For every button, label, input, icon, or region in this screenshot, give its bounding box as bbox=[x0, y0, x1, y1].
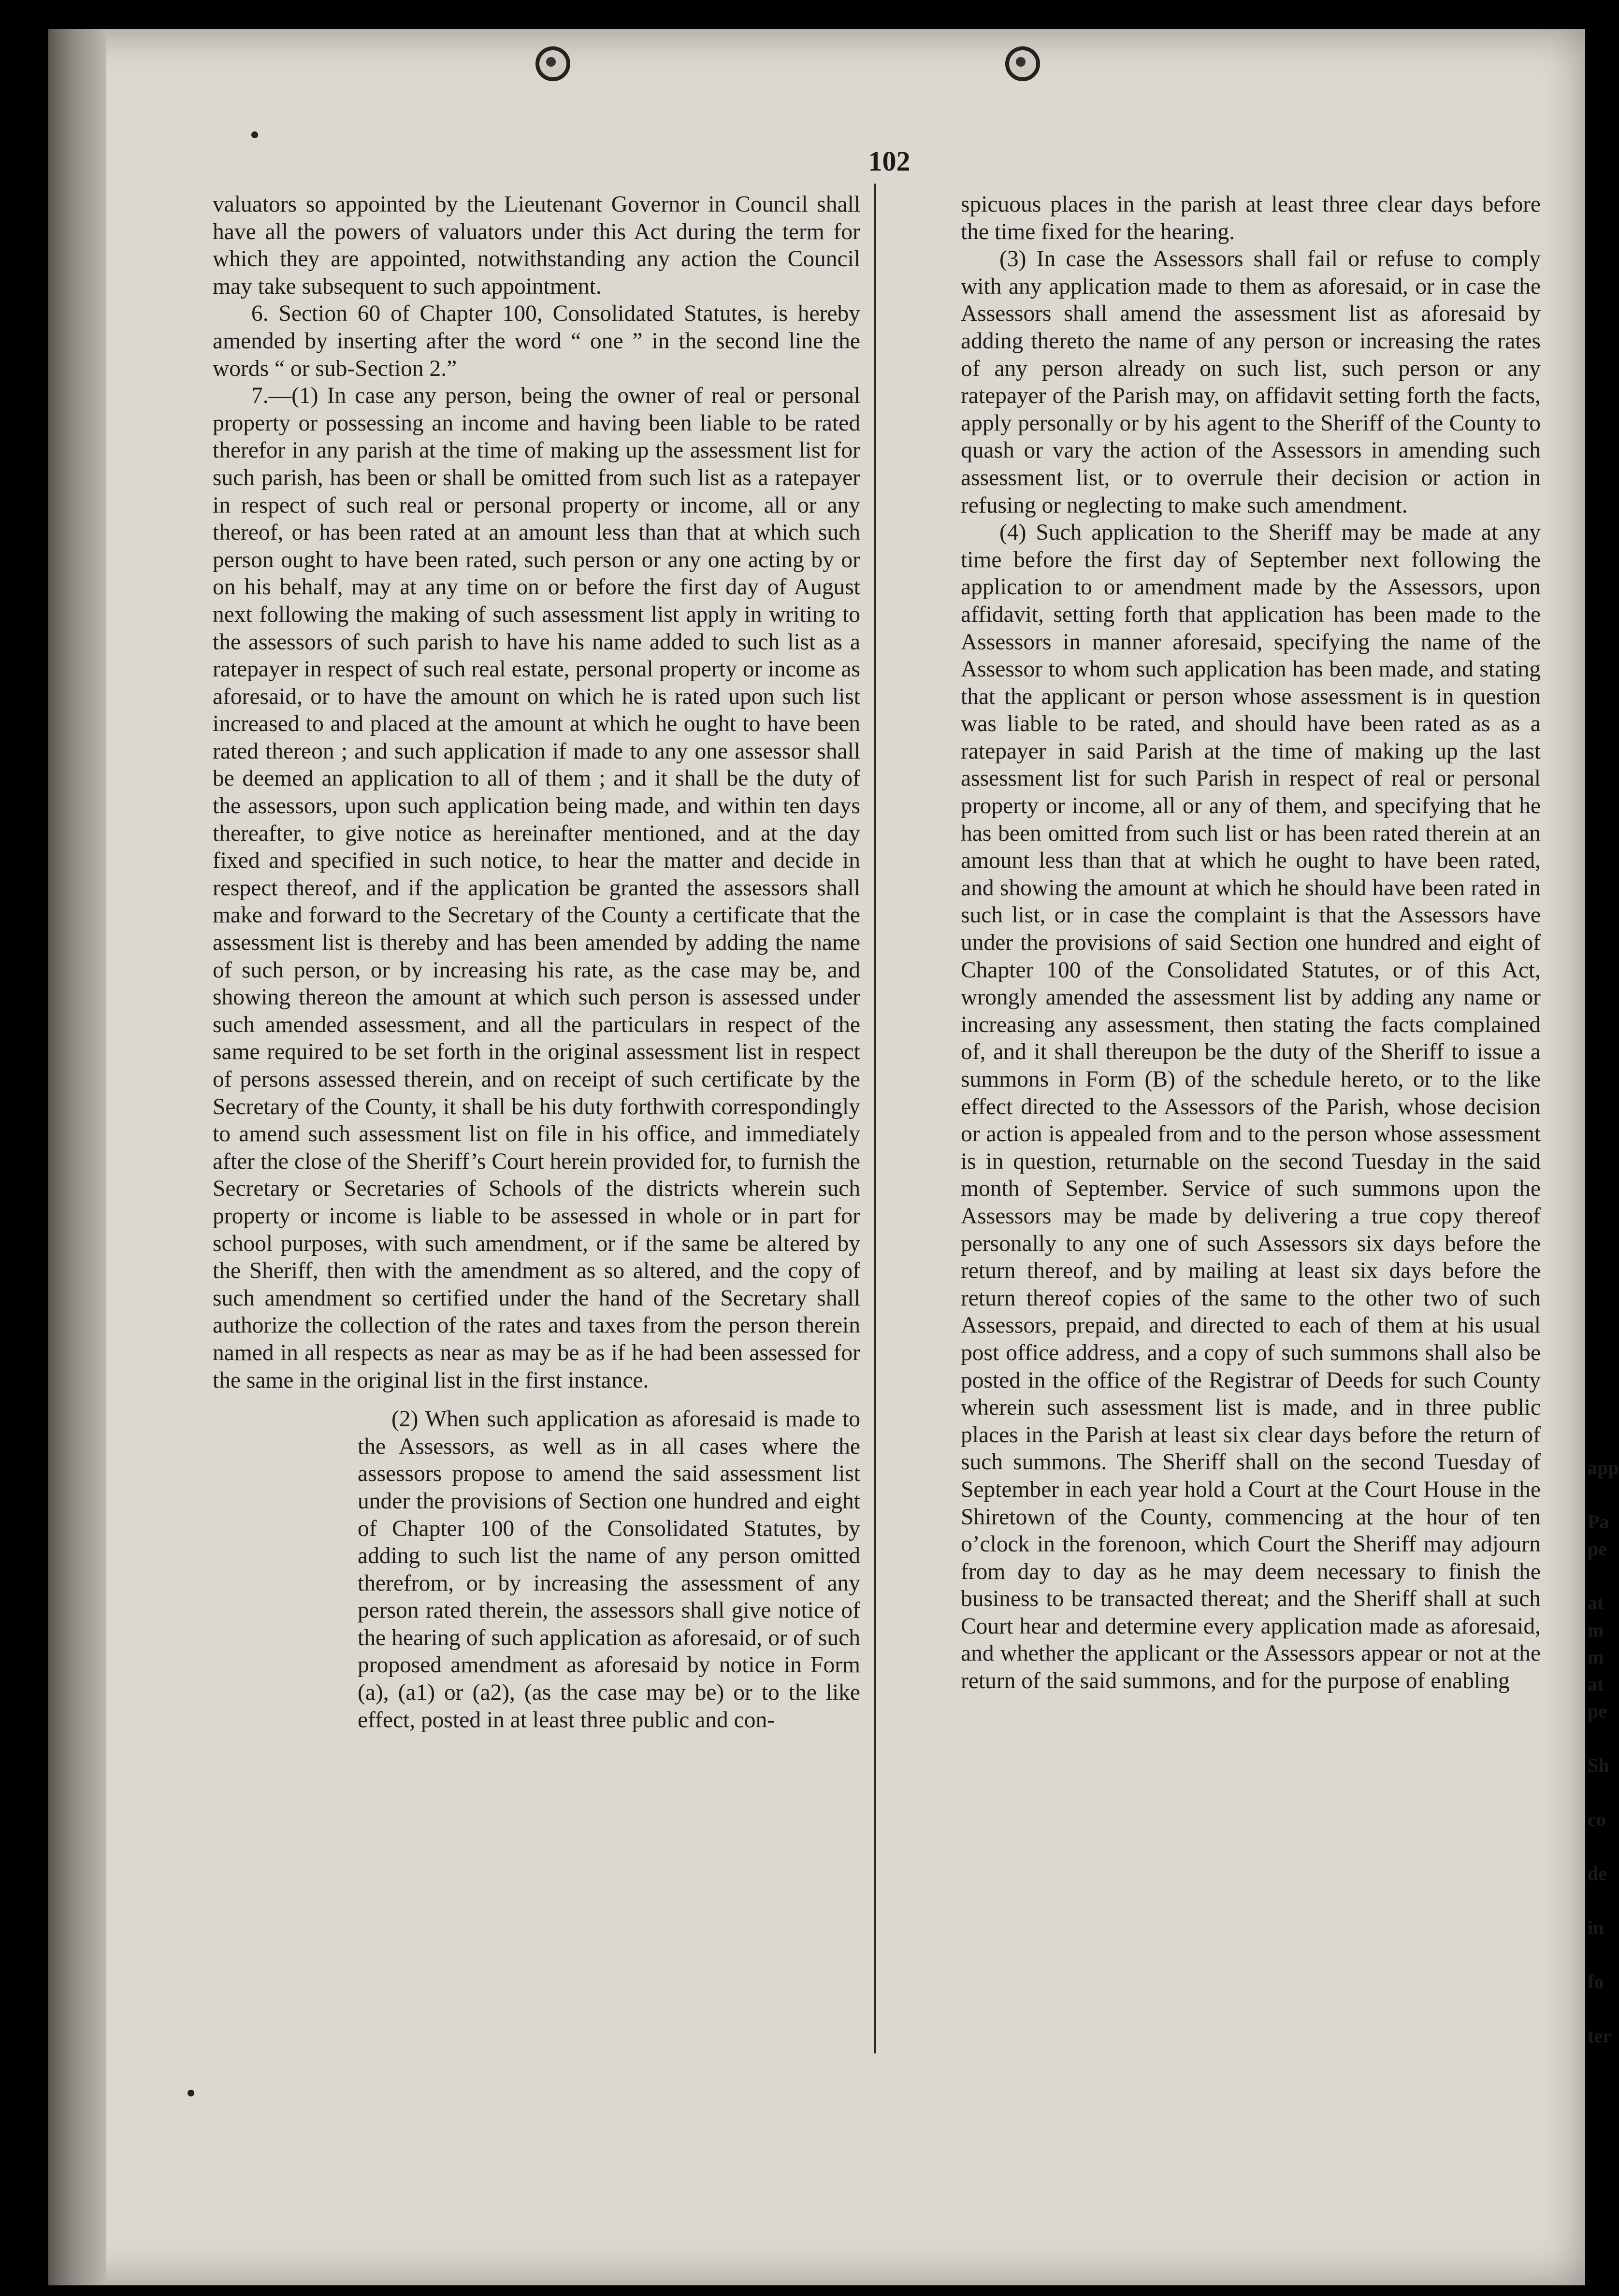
paragraph-section-7-1: 7.—(1) In case any person, being the owner of real or personal property or possessing an income and having been liable to be rated therefor in any parish at the time of making up the assessment list for such parish, has been or shall be omitted from such list as a ratepayer in respect of such real or personal property or income, all or any thereof, or has been rated at an amount less than that at which such person ought to have been rated, such person or any one acting by or on his behalf, may at any time on or before the first day of August next following the making of such assessment list apply in writing to the assessors of such parish to have his name added to such list as a ratepayer in respect of such real estate, personal property or income as aforesaid, or to have the amount on which he is rated upon such list increased to and placed at the amount at which he ought to have been rated thereon ; and such application if made to any one assessor shall be deemed an application to all of them ; and it shall be the duty of the assessors, upon such application being made, and within ten days thereafter, to give notice as hereinafter mentioned, and at the day fixed and specified in such notice, to hear the matter and decide in respect thereof, and if the application be granted the assessors shall make and forward to the Secretary of the County a certificate that the assessment list is thereby and has been amended by adding the name of such person, or by increasing his rate, as the case may be, and showing thereon the amount at which such person is assessed under such amended assessment, and all the particulars in respect of the same required to be set forth in the original assessment list in respect of persons assessed therein, and on receipt of such certificate by the Secretary of the County, it shall be his duty forthwith correspondingly to amend such assessment list on file in his office, and immediately after the close of the Sheriff’s Court herein provided for, to furnish the Secretary or Secretaries of Schools of the districts wherein such property or income is liable to be assessed in whole or in part for school purposes, with such amendment, or if the same be altered by the Sheriff, then with the amendment as so altered, and the copy of such amendment so certified under the hand of the Secretary shall authorize the collection of the rates and taxes from the person therein named in all respects as near as may be as if he had been assessed for the same in the original list in the first instance. bbox=[213, 383, 860, 1393]
edge-fragment: m bbox=[1588, 1646, 1604, 1668]
edge-fragment: co bbox=[1588, 1808, 1606, 1830]
edge-fragment bbox=[1588, 1833, 1608, 1860]
speck-bottom bbox=[188, 2090, 194, 2096]
edge-fragment bbox=[1588, 1779, 1608, 1806]
page-number: 102 bbox=[868, 145, 911, 177]
edge-fragment: Sh bbox=[1588, 1754, 1609, 1776]
edge-fragment: in bbox=[1588, 1917, 1604, 1938]
left-column bbox=[213, 191, 860, 1734]
paragraph-subsection-3: (3) In case the Assessors shall fail or refuse to comply with any application made to them as aforesaid, or in case the Assessors shall amend the assessment list as aforesaid by adding thereto the name of any person or increasing the rates of any person already on such list, such person or any ratepayer of the Parish may, on affidavit setting forth the facts, apply personally or by his agent to the Sheriff of the County to quash or vary the action of the Assessors in amending such assessment list, or to overrule their decision or action in refusing or neglecting to make such amendment. bbox=[961, 246, 1541, 518]
edge-fragment: pe bbox=[1588, 1700, 1607, 1722]
edge-fragment: Pa bbox=[1588, 1511, 1609, 1533]
edge-fragment bbox=[1588, 1563, 1608, 1590]
edge-fragment: m bbox=[1588, 1619, 1604, 1641]
edge-fragment: pe bbox=[1588, 1538, 1607, 1560]
edge-fragment: fo bbox=[1588, 1971, 1604, 1993]
right-column bbox=[961, 191, 1541, 1695]
punch-hole-left bbox=[535, 46, 570, 81]
edge-fragment bbox=[1588, 1725, 1608, 1752]
speck-top bbox=[251, 131, 258, 138]
paragraph-valuators: valuators so appointed by the Lieutenant Governor in Council shall have all the powers of valuators under this Act during the term for which they are appointed, notwithstanding any action the Council may take subsequent to such appointment. bbox=[213, 192, 860, 299]
edge-fragment: ter bbox=[1588, 2025, 1611, 2047]
edge-fragment bbox=[1588, 1941, 1608, 1968]
facing-page-edge-fragments bbox=[1588, 1454, 1619, 2050]
edge-fragment bbox=[1588, 1995, 1608, 2023]
edge-fragment bbox=[1588, 1481, 1608, 1508]
paragraph-section-6: 6. Section 60 of Chapter 100, Consolidated Statutes, is hereby amended by inserting after the word “ one ” in the second line the words “ or sub-Section 2.” bbox=[213, 301, 860, 381]
page-binding-edge bbox=[48, 29, 106, 2285]
edge-fragment: de bbox=[1588, 1863, 1607, 1884]
edge-fragment bbox=[1588, 1887, 1608, 1914]
column-divider bbox=[874, 184, 876, 2053]
edge-fragment: at bbox=[1588, 1592, 1604, 1614]
edge-fragment: app bbox=[1588, 1457, 1619, 1478]
paragraph-hearing-notice: spicuous places in the parish at least three clear days before the time fixed for the hearing. bbox=[961, 192, 1541, 244]
edge-fragment: at bbox=[1588, 1673, 1604, 1695]
paragraph-subsection-4: (4) Such application to the Sheriff may be made at any time before the first day of September next following the application to or amendment made by the Assessors, upon affidavit, setting forth that application has been made to the Assessors in manner aforesaid, specifying the name of the Assessor to whom such application has been made, and stating that the applicant or person whose assessment is in question was liable to be rated, and should have been rated as as a ratepayer in said Parish at the time of making up the last assessment list for such Parish in respect of real or personal property or income, all or any of them, and specifying that he has been omitted from such list or has been rated therein at an amount less than that at which he ought to have been rated, and showing the amount at which he should have been rated in such list, or in case the complaint is that the Assessors have under the provisions of said Section one hundred and eight of Chapter 100 of the Consolidated Statutes, or of this Act, wrongly amended the assessment list by adding any name or increasing any assessment, then stating the facts complained of, and it shall thereupon be the duty of the Sheriff to issue a summons in Form (B) of the schedule hereto, or to the like effect directed to the Assessors of the Parish, whose decision or action is appealed from and to the person whose assessment is in question, returnable on the second Tuesday in the said month of September. Service of such summons upon the Assessors may be made by delivering a true copy thereof personally to any one of such Assessors six days before the return thereof, and by mailing at least six days before the return thereof copies of the same to the other two of such Assessors, prepaid, and directed to each of them at his usual post office address, and a copy of such summons shall also be posted in the office of the Registrar of Deeds for such County wherein such assessment list is made, and in three public places in the Parish at least six clear days before the return of such summons. The Sheriff shall on the second Tuesday of September in each year hold a Court at the Court House in the Shiretown of the County, commencing at the hour of ten o’clock in the forenoon, which Court the Sheriff may adjourn from day to day as he may deem necessary to finish the business to be transacted thereat; and the Sheriff shall at such Court hear and determine every application made as aforesaid, and whether the applicant or the Assessors appear or not at the return of the said summons, and for the purpose of enabling bbox=[961, 520, 1541, 1694]
paragraph-section-7-2: (2) When such application as aforesaid is made to the Assessors, as well as in all cases where the assessors propose to amend the said assessment list under the provisions of Section one hundred and eight of Chapter 100 of the Consolidated Statutes, by adding to such list the name of any person omitted therefrom, or by increasing the assessment of any person rated therein, the assessors shall give notice of the hearing of such application as aforesaid, or of such proposed amendment as aforesaid by notice in Form (a), (a1) or (a2), (as the case may be) or to the like effect, posted in at least three public and con- bbox=[358, 1406, 860, 1733]
punch-hole-right bbox=[1005, 46, 1040, 81]
